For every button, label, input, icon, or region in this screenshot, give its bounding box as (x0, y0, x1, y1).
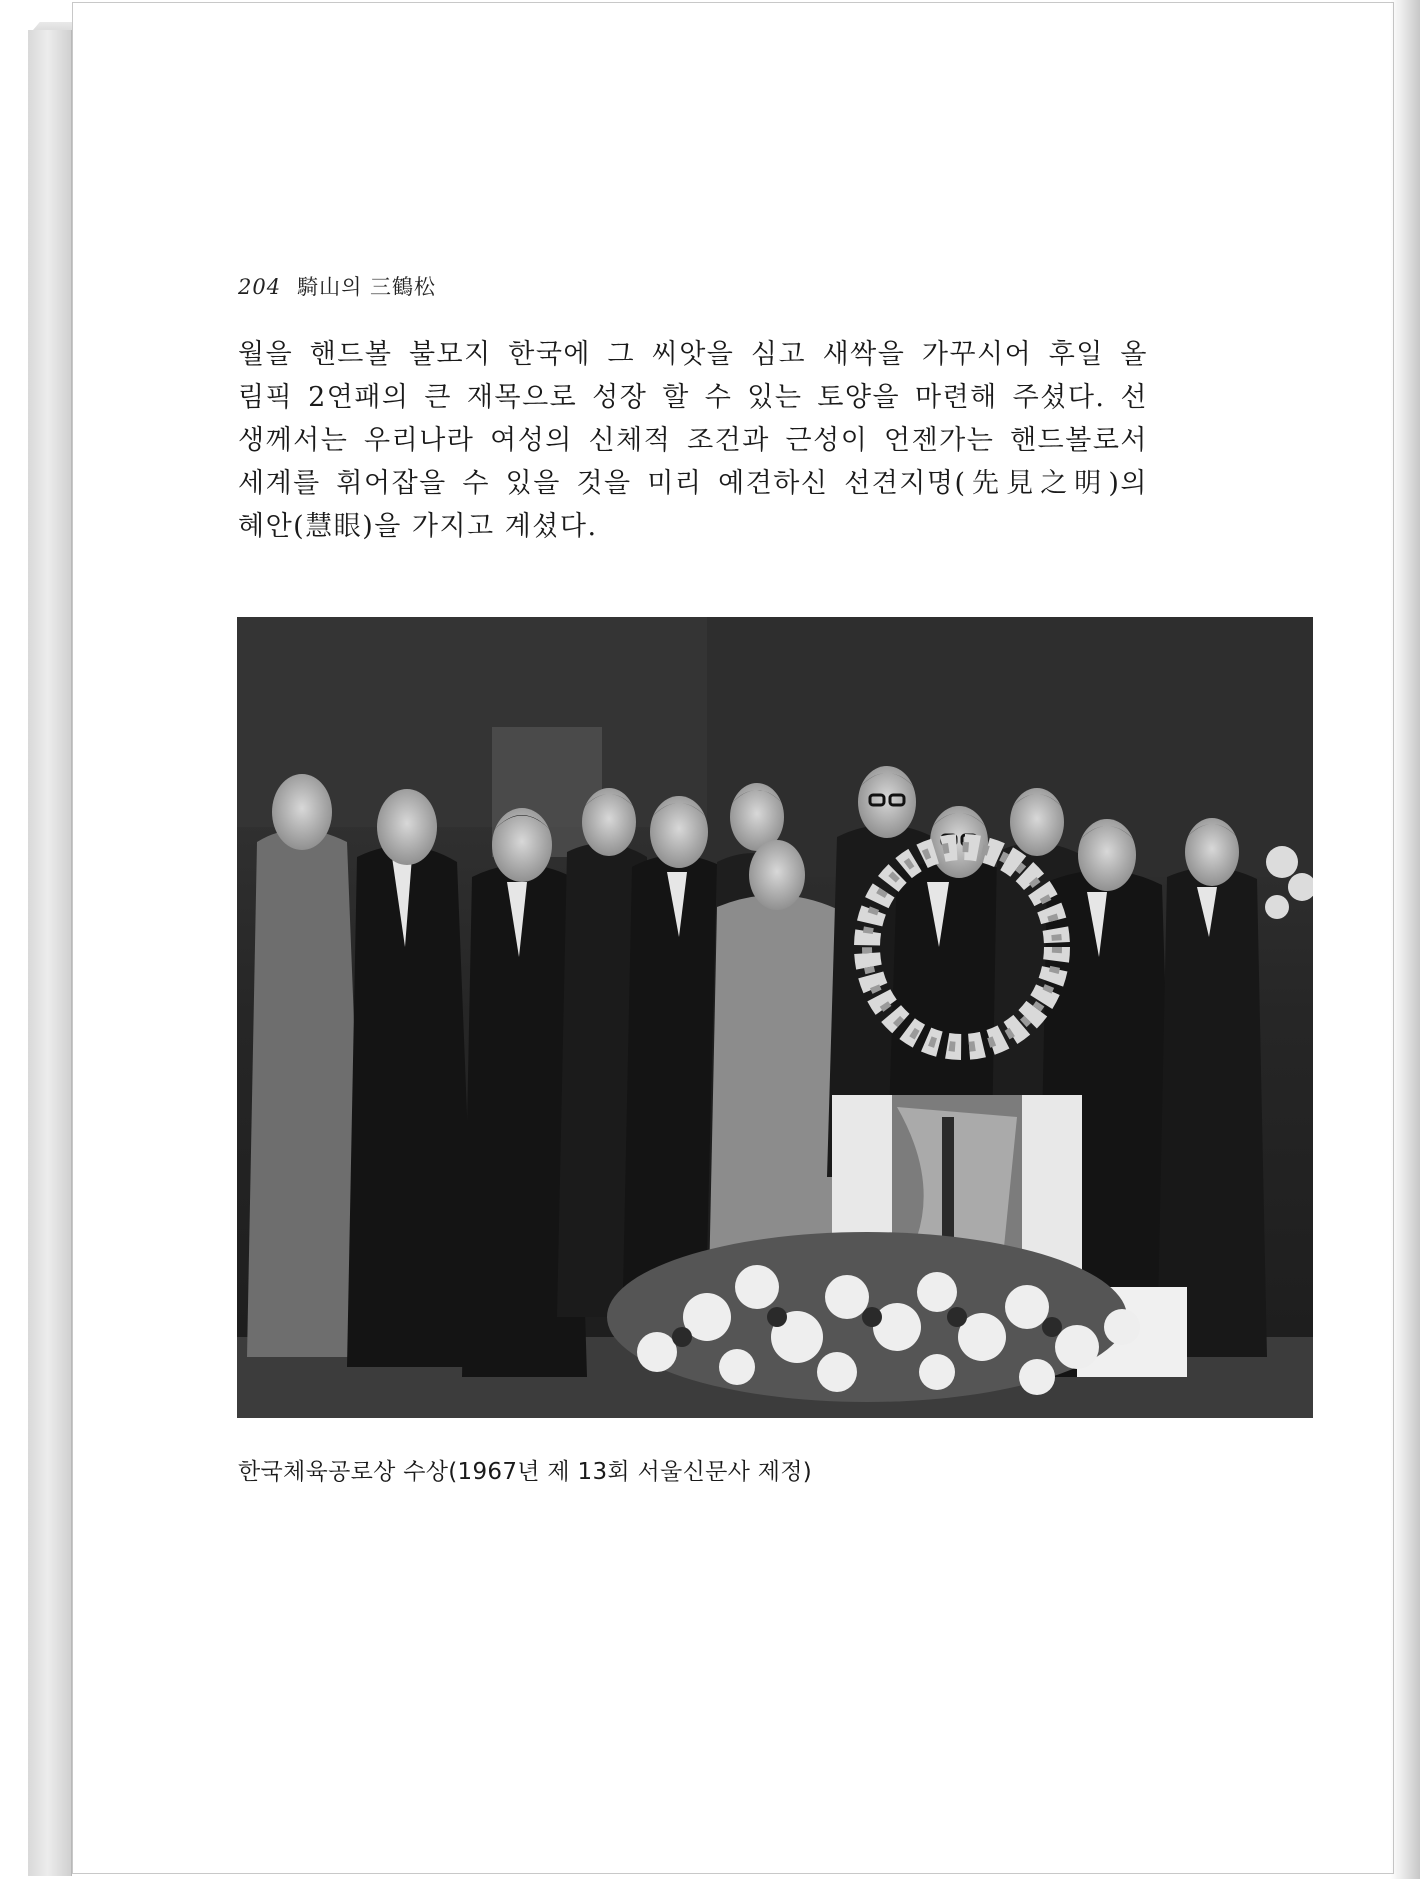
body-paragraph (238, 333, 1148, 548)
group-photograph (237, 617, 1313, 1418)
photo-caption: 한국체육공로상 수상(1967년 제 13회 서울신문사 제정) (238, 1459, 813, 1485)
body-line: 생께서는 우리나라 여성의 신체적 조건과 근성이 언젠가는 핸드볼로서 (238, 425, 1148, 456)
book-title: 騎山의 三鶴松 (297, 275, 437, 299)
page-edge-shadow (1390, 0, 1420, 1879)
book-page (72, 2, 1394, 1874)
body-line: 림픽 2연패의 큰 재목으로 성장 할 수 있는 토양을 마련해 주셨다. 선 (238, 382, 1148, 413)
running-head (238, 271, 436, 301)
book-spine-edge (28, 30, 72, 1876)
body-line: 혜안(慧眼)을 가지고 계셨다. (238, 511, 598, 542)
body-line: 세계를 휘어잡을 수 있을 것을 미리 예견하신 선견지명(先見之明)의 (238, 468, 1148, 499)
page-number: 204 (238, 275, 282, 299)
body-line: 월을 핸드볼 불모지 한국에 그 씨앗을 심고 새싹을 가꾸시어 후일 올 (238, 339, 1148, 370)
